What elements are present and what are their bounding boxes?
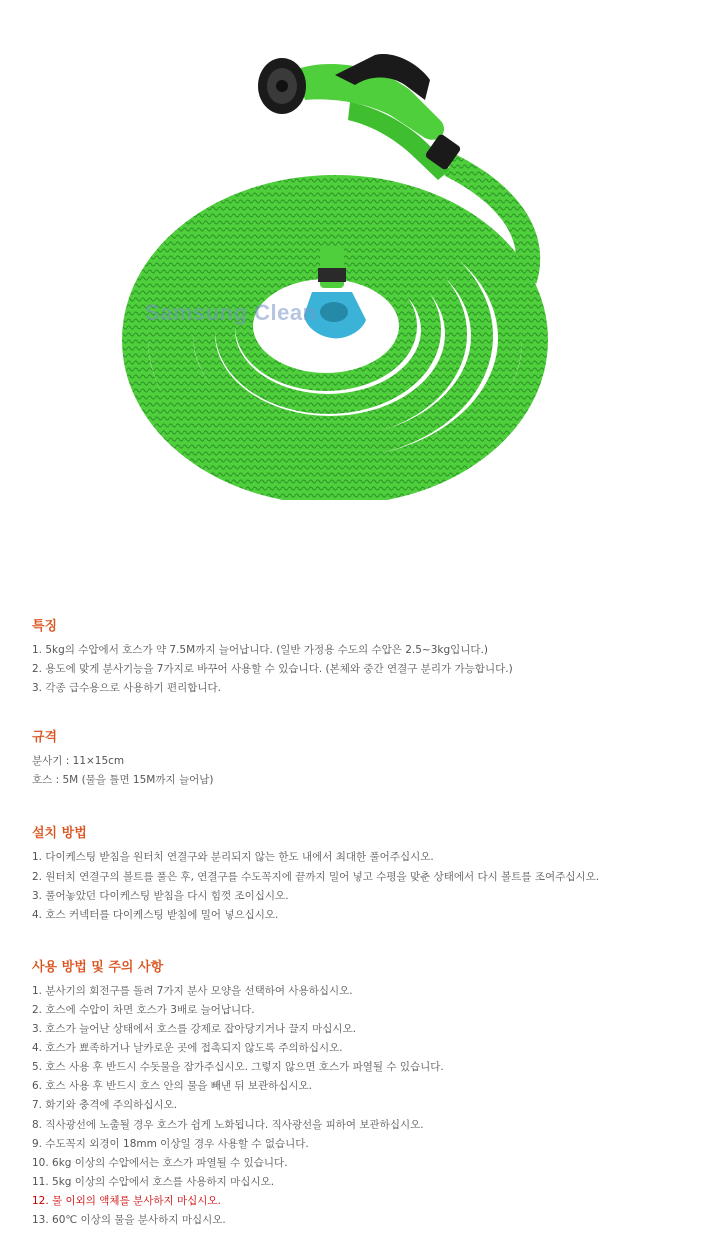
usage-item: 10. 6kg 이상의 수압에서는 호스가 파열될 수 있습니다.: [32, 1156, 288, 1169]
usage-title: 사용 방법 및 주의 사항: [32, 959, 164, 975]
features-item: 2. 용도에 맞게 분사기능을 7가지로 바꾸어 사용할 수 있습니다. (본체와 중간 연결구 분리가 가능합니다.): [32, 663, 513, 676]
product-image: [120, 30, 570, 500]
usage-warning-item: 12. 물 이외의 액체를 분사하지 마십시오.: [32, 1194, 221, 1207]
spray-nozzle-icon: [258, 54, 462, 180]
usage-item: 4. 호스가 뾰족하거나 날카로운 곳에 접촉되지 않도록 주의하십시오.: [32, 1042, 343, 1055]
usage-item: 5. 호스 사용 후 반드시 수돗물을 잠가주십시오. 그렇지 않으면 호스가 파열될 수 있습니다.: [32, 1061, 444, 1074]
features-item: 1. 5kg의 수압에서 호스가 약 7.5M까지 늘어납니다. (일반 가정용 수도의 수압은 2.5~3kg입니다.): [32, 644, 488, 656]
features-item: 3. 각종 급수용으로 사용하기 편리합니다.: [32, 682, 221, 695]
install-step: 3. 풀어놓았던 다이케스팅 받침을 다시 힘껏 조이십시오.: [32, 889, 289, 902]
product-description: [32, 618, 702, 1230]
usage-item: 7. 화기와 충격에 주의하십시오.: [32, 1099, 178, 1112]
usage-item: 3. 호스가 늘어난 상태에서 호스를 강제로 잡아당기거나 끌지 마십시오.: [32, 1023, 357, 1036]
usage-section: [32, 959, 702, 1230]
specs-item: 분사기 : 11×15cm: [32, 755, 125, 768]
usage-item: 2. 호스에 수압이 차면 호스가 3배로 늘어납니다.: [32, 1003, 255, 1016]
specs-section: [32, 729, 702, 790]
install-section: [32, 825, 702, 924]
install-step: 2. 원터치 연결구의 볼트를 풀은 후, 연결구를 수도꼭지에 끝까지 밀어 넣고 수평을 맞춘 상태에서 다시 볼트를 조여주십시오.: [32, 870, 600, 883]
usage-item: 11. 5kg 이상의 수압에서 호스를 사용하지 마십시오.: [32, 1175, 275, 1188]
usage-item: 13. 60℃ 이상의 물을 분사하지 마십시오.: [32, 1213, 226, 1226]
usage-item: 8. 직사광선에 노출될 경우 호스가 쉽게 노화됩니다. 직사광선을 피하여 보관하십시오.: [32, 1118, 424, 1131]
install-step: 1. 다이케스팅 받침을 원터치 연결구와 분리되지 않는 한도 내에서 최대한 풀어주십시오.: [32, 851, 434, 864]
usage-item: 9. 수도꼭지 외경이 18mm 이상일 경우 사용할 수 없습니다.: [32, 1137, 309, 1150]
usage-item: 1. 분사기의 회전구를 돌려 7가지 분사 모양을 선택하여 사용하십시오.: [32, 984, 353, 997]
install-title: 설치 방법: [32, 826, 87, 842]
features-section: [32, 618, 702, 698]
features-title: 특징: [32, 619, 58, 634]
specs-title: 규격: [32, 730, 58, 746]
usage-item: 6. 호스 사용 후 반드시 호스 안의 물을 빼낸 뒤 보관하십시오.: [32, 1080, 313, 1093]
install-step: 4. 호스 커넥터를 다이케스팅 받침에 밀어 넣으십시오.: [32, 908, 279, 921]
watermark: Samsung Clean: [145, 300, 317, 325]
specs-item: 호스 : 5M (물을 틀면 15M까지 늘어남): [32, 774, 214, 787]
